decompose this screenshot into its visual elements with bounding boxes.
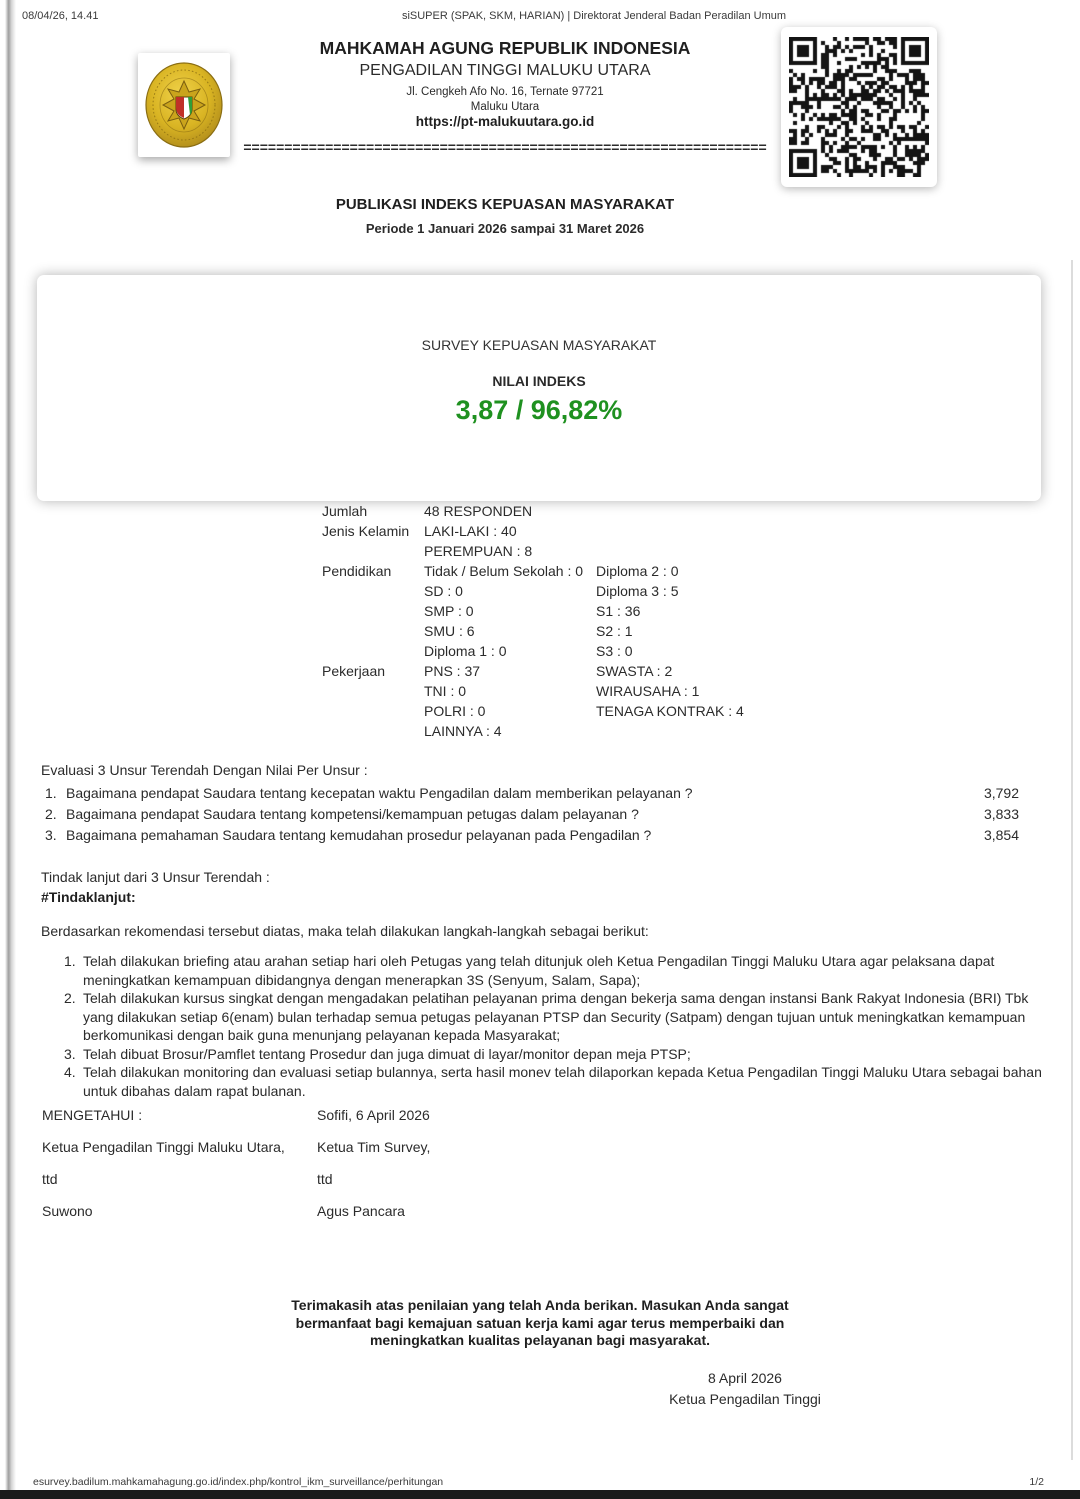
item-number: 1. <box>64 953 76 969</box>
stat-row <box>322 721 942 741</box>
stat-col2: Diploma 3 : 5 <box>596 583 679 599</box>
stat-col1: SMP : 0 <box>424 603 474 619</box>
item-text: Telah dilakukan monitoring dan evaluasi setiap bulannya, serta hasil monev telah dilaporkan kepada Ketua Pengadilan Tinggi Maluku Utara sebagai bahan untuk dibahas dalam rapat bulanan. <box>83 1064 1042 1099</box>
item-text: Bagaimana pemahaman Saudara tentang kemudahan prosedur pelayanan pada Pengadilan ? <box>66 827 652 843</box>
stat-row <box>322 621 942 641</box>
stat-col2: WIRAUSAHA : 1 <box>596 683 700 699</box>
stat-row <box>322 701 942 721</box>
print-datetime: 08/04/26, 14.41 <box>22 10 99 22</box>
stat-label: Pendidikan <box>322 563 392 579</box>
stat-label: Pekerjaan <box>322 663 386 679</box>
stat-col2: S1 : 36 <box>596 603 641 619</box>
letterhead-address: Jl. Cengkeh Afo No. 16, Ternate 97721 <box>406 86 604 98</box>
respondent-statistics <box>322 501 942 741</box>
sig-right-ttd: ttd <box>317 1171 333 1187</box>
item-number: 3. <box>64 1045 76 1062</box>
bottom-bar <box>0 1490 1080 1499</box>
stat-label <box>322 541 424 561</box>
stat-col2: S2 : 1 <box>596 623 633 639</box>
stat-row <box>322 501 942 521</box>
followup-item <box>64 952 1043 989</box>
item-number: 3. <box>45 827 57 843</box>
sig-left-heading: MENGETAHUI : <box>42 1107 143 1123</box>
followup-intro: Berdasarkan rekomendasi tersebut diatas, maka telah dilakukan langkah-langkah sebagai berikut: <box>41 923 649 939</box>
stat-row <box>322 601 942 621</box>
sig-left-name: Suwono <box>42 1203 93 1219</box>
sig-right-place-date: Sofifi, 6 April 2026 <box>317 1107 430 1123</box>
stat-row <box>322 561 942 581</box>
thank-you-note: Terimakasih atas penilaian yang telah Anda berikan. Masukan Anda sangat bermanfaat bagi kemajuan satuan kerja kami agar terus memperbaiki dan meningkatkan kualitas pelayanan bagi masyarakat. <box>291 1297 789 1348</box>
stat-row <box>322 681 942 701</box>
qr-code-icon <box>789 37 929 177</box>
sig-right-title: Ketua Tim Survey, <box>317 1139 431 1155</box>
stat-col2: Diploma 2 : 0 <box>596 563 679 579</box>
followup-item <box>64 1045 1043 1064</box>
letterhead-org-name: MAHKAMAH AGUNG REPUBLIK INDONESIA <box>319 38 691 58</box>
signature-block-right <box>317 1106 617 1234</box>
item-text: Bagaimana pendapat Saudara tentang kompetensi/kemampuan petugas dalam pelayanan ? <box>66 806 639 822</box>
followup-heading: Tindak lanjut dari 3 Unsur Terendah : <box>41 869 270 885</box>
followup-hashtag: #Tindaklanjut: <box>41 889 136 905</box>
item-text: Bagaimana pendapat Saudara tentang kecepatan waktu Pengadilan dalam memberikan pelayanan ? <box>66 785 693 801</box>
print-header-title: siSUPER (SPAK, SKM, HARIAN) | Direktorat Jenderal Badan Peradilan Umum <box>401 10 787 22</box>
index-value: 3,87 / 96,82% <box>455 395 623 425</box>
closing-date: 8 April 2026 <box>708 1370 782 1386</box>
evaluation-item <box>45 783 1019 804</box>
stat-col1: POLRI : 0 <box>424 703 486 719</box>
followup-item <box>64 1063 1043 1100</box>
stat-row <box>322 581 942 601</box>
stat-label <box>322 601 424 621</box>
closing-signoff: Ketua Pengadilan Tinggi <box>669 1391 821 1407</box>
footer-page-number: 1/2 <box>1029 1476 1044 1488</box>
stat-label <box>322 721 424 741</box>
sig-left-ttd: ttd <box>42 1171 58 1187</box>
item-score: 3,833 <box>983 806 1019 822</box>
stat-label <box>322 621 424 641</box>
stat-row <box>322 541 942 561</box>
survey-index-card <box>37 275 1041 501</box>
stat-col1: SD : 0 <box>424 583 463 599</box>
item-number: 4. <box>64 1064 76 1080</box>
evaluation-item <box>45 804 1019 825</box>
index-label: NILAI INDEKS <box>492 373 586 389</box>
letterhead-region: Maluku Utara <box>470 101 540 113</box>
stat-col2: SWASTA : 2 <box>596 663 673 679</box>
followup-item <box>64 989 1043 1045</box>
closing-block <box>595 1368 895 1410</box>
page-right-edge-line <box>1071 260 1073 1460</box>
sig-left-title: Ketua Pengadilan Tinggi Maluku Utara, <box>42 1139 285 1155</box>
evaluation-item <box>45 825 1019 846</box>
item-text: Telah dibuat Brosur/Pamflet tentang Prosedur dan juga dimuat di layar/monitor depan meja PTSP; <box>83 1045 691 1062</box>
stat-col1: SMU : 6 <box>424 623 475 639</box>
item-score: 3,792 <box>983 785 1019 801</box>
stat-col1: LAKI-LAKI : 40 <box>424 523 517 539</box>
stat-col1: TNI : 0 <box>424 683 467 699</box>
stat-col1: PEREMPUAN : 8 <box>424 543 533 559</box>
document-title: PUBLIKASI INDEKS KEPUASAN MASYARAKAT <box>335 196 675 213</box>
stat-col2: S3 : 0 <box>596 643 633 659</box>
stat-row <box>322 641 942 661</box>
stat-label: Jenis Kelamin <box>322 523 410 539</box>
letterhead-website: https://pt-malukuutara.go.id <box>415 114 595 129</box>
item-number: 2. <box>64 990 76 1006</box>
stat-col1: LAINNYA : 4 <box>424 723 502 739</box>
stat-col1: PNS : 37 <box>424 663 481 679</box>
letterhead-divider: ================================================================ <box>243 139 767 155</box>
sig-right-name: Agus Pancara <box>317 1203 405 1219</box>
stat-col1: 48 RESPONDEN <box>424 503 533 519</box>
stat-col1: Tidak / Belum Sekolah : 0 <box>424 563 584 579</box>
evaluation-list <box>45 783 1019 846</box>
footer-url: esurvey.badilum.mahkamahagung.go.id/index.php/kontrol_ikm_surveillance/perhitungan <box>33 1476 444 1488</box>
item-score: 3,854 <box>983 827 1019 843</box>
stat-col2: TENAGA KONTRAK : 4 <box>596 703 744 719</box>
qr-code-card <box>781 27 937 187</box>
signature-block-left <box>42 1106 314 1234</box>
item-number: 2. <box>45 806 57 822</box>
item-text: Telah dilakukan kursus singkat dengan mengadakan pelatihan pelayanan prima dengan bekerja sama dengan instansi Bank Rakyat Indonesia (BRI) Tbk yang dilakukan setiap 6(enam) bulan terhadap semua petugas pelayanan PTSP dan Security (Satpam) dengan tujuan untuk meningkatkan kemampuan berkomunikasi dengan baik guna menunjang pelayanan kepada Masyarakat; <box>83 990 1029 1043</box>
letterhead-court-name: PENGADILAN TINGGI MALUKU UTARA <box>359 62 651 79</box>
stat-label <box>322 581 424 601</box>
stat-label <box>322 641 424 661</box>
stat-label <box>322 701 424 721</box>
followup-list <box>64 952 1043 1100</box>
item-number: 1. <box>45 785 57 801</box>
stat-label <box>322 681 424 701</box>
item-text: Telah dilakukan briefing atau arahan setiap hari oleh Petugas yang telah ditunjuk oleh Ketua Pengadilan Tinggi Maluku Utara agar pelaksana dapat meningkatkan kemampuan dibidangnya dengan menerapkan 3S (Senyum, Salam, Sapa); <box>83 953 995 988</box>
stat-row <box>322 521 942 541</box>
evaluation-heading: Evaluasi 3 Unsur Terendah Dengan Nilai Per Unsur : <box>41 762 368 778</box>
stat-row <box>322 661 942 681</box>
survey-title: SURVEY KEPUASAN MASYARAKAT <box>421 337 657 353</box>
stat-col1: Diploma 1 : 0 <box>424 643 507 659</box>
document-period: Periode 1 Januari 2026 sampai 31 Maret 2026 <box>365 221 645 236</box>
page-left-edge-line <box>5 0 16 1491</box>
stat-label: Jumlah <box>322 503 368 519</box>
